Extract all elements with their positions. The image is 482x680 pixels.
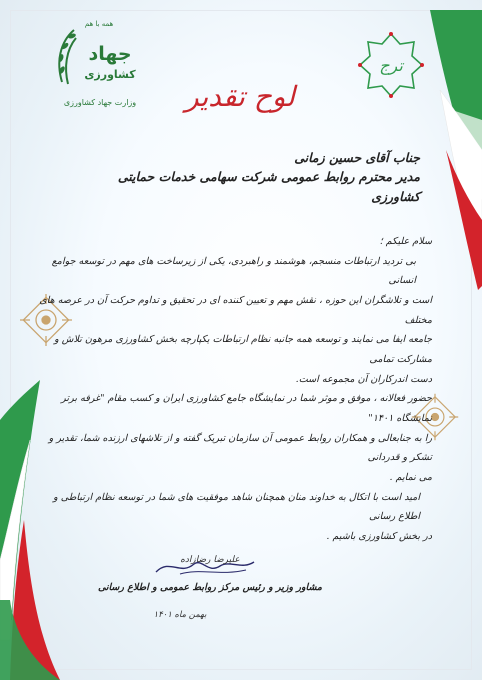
body-line: را به جنابعالی و همکاران روابط عمومی آن سازمان تبریک گفته و از تلاشهای ارزنده شما، تقدیر و تشکر و قدردانی (48, 432, 432, 464)
body-line: جامعه ایفا می نمایند و توسعه همه جانبه نظام ارتباطات یکپارچه بخش کشاورزی مرهون تلاش و مشارکت تمامی (54, 334, 432, 365)
ministry-logo (54, 22, 144, 100)
signer-name: علیرضا رضازاده (180, 555, 240, 565)
signature-date: بهمن ماه ۱۴۰۱ (153, 610, 207, 620)
body-line: حضور فعالانه ، موفق و موثر شما در نمایشگاه جامع کشاورزی ایران و کسب مقام "غرفه برتر نمایشگاه ۱۴۰۱" (61, 393, 432, 424)
body-line: بی تردید ارتباطات منسجم، هوشمند و راهبردی، یکی از زیرساخت های مهم در توسعه جوامع انسانی (51, 255, 416, 287)
body-line: در بخش کشاورزی باشیم . (326, 530, 432, 542)
body-line: می نمایم . (389, 471, 432, 483)
recipient-name: جناب آقای حسین زمانی (294, 150, 420, 165)
ministry-name: وزارت جهاد کشاورزی (63, 98, 137, 107)
certificate-body (30, 232, 432, 547)
logo-word-top: جهاد (88, 43, 132, 65)
emblem-text: ترج (379, 56, 403, 75)
emblem-logo (356, 30, 426, 100)
recipient-position: مدیر محترم روابط عمومی شرکت سهامی خدمات حمایتی کشاورزی (117, 169, 420, 204)
logo-word-bottom: کشاورزی (84, 68, 136, 81)
signer-title: مشاور وزیر و رئیس مرکز روابط عمومی و اطلاع رسانی (97, 582, 323, 593)
body-line: دست اندرکاران آن مجموعه است. (295, 373, 432, 385)
body-line: امید است با اتکال به خداوند منان همچنان شاهد موفقیت های شما در توسعه نظام ارتباطی و اطلاع رسانی (53, 491, 420, 523)
body-line: است و تلاشگران این حوزه ، نقش مهم و تعیین کننده ای در تحقیق و تداوم حرکت آن در عرصه های مختلف (39, 294, 432, 326)
certificate-title: لوح تقدیر (185, 80, 295, 113)
recipient-block (110, 148, 420, 206)
logo-tagline: همه با هم (84, 20, 114, 28)
greeting: سلام علیکم ؛ (379, 236, 432, 247)
